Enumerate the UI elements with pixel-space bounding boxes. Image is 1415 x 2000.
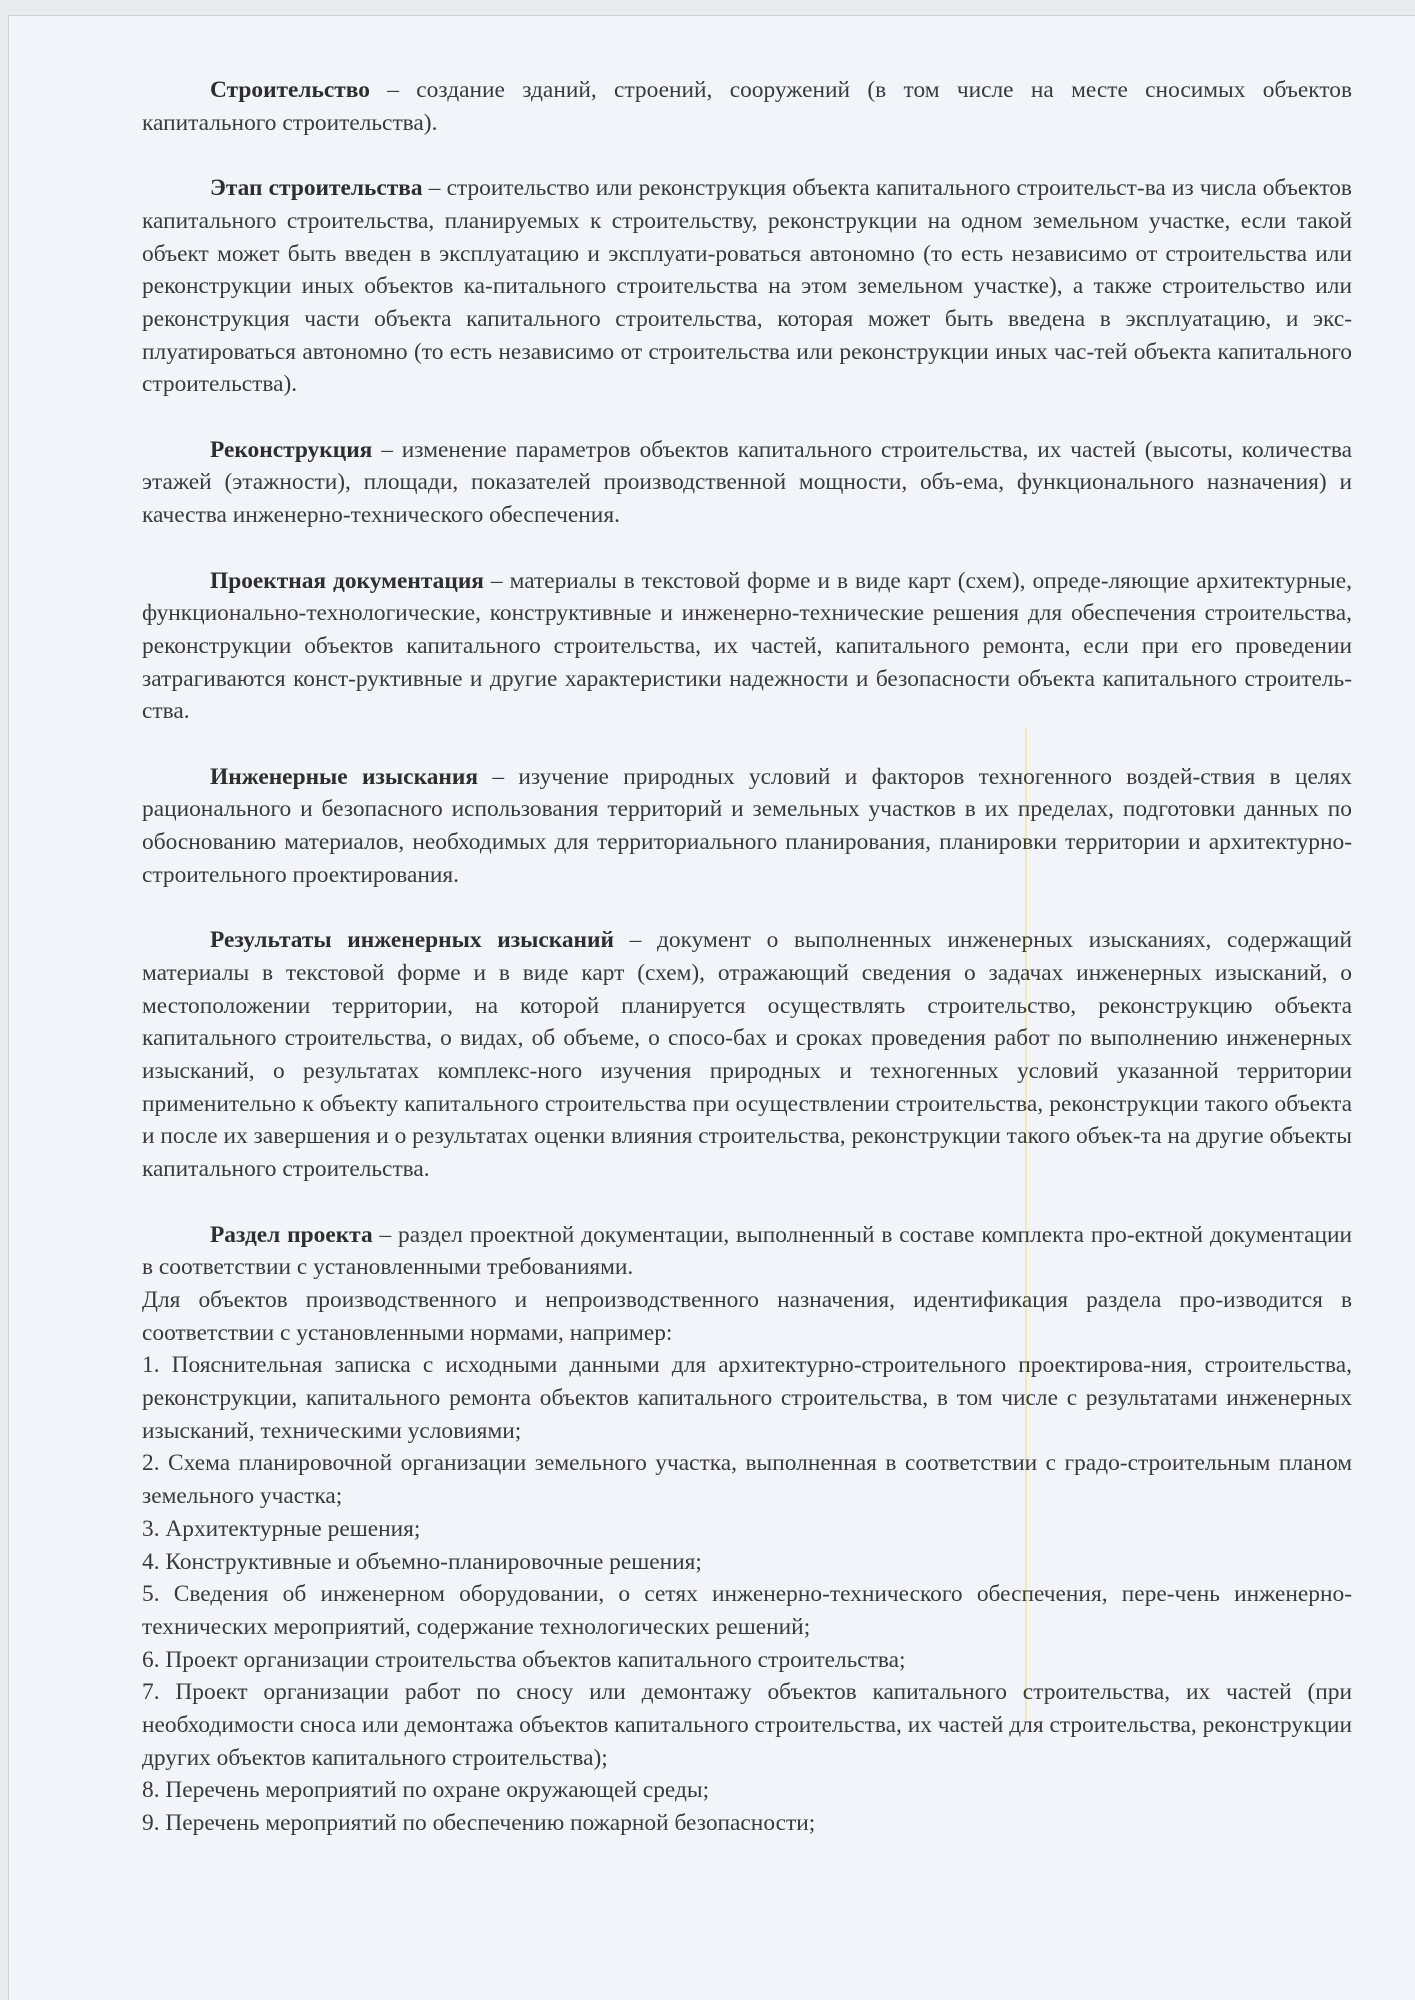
definition-reconstruction (142, 434, 1352, 532)
list-item: 6. Проект организации строительства объектов капитального строительства; (142, 1646, 906, 1673)
document-body (142, 74, 1352, 1840)
list-item: 7. Проект организации работ по сносу или демонтажу объектов капитального строительства, их частей (при необходимости сноса или демонтажа объектов капитального строительства, их частей для строительства, реконструкции других объектов капитального строительства); (142, 1679, 1352, 1771)
list-item: 3. Архитектурные решения; (142, 1515, 421, 1542)
list-item: 2. Схема планировочной организации земельного участка, выполненная в соответствии с градо-строительным планом земельного участка; (142, 1450, 1352, 1510)
definition-text: – изменение параметров объектов капитального строительства, их частей (высоты, количества этажей (этажности), площади, показателей производственной мощности, объ-ема, функционального назначения) и качества инженерно-технического обеспечения. (142, 436, 1352, 529)
list-item: 5. Сведения об инженерном оборудовании, о сетях инженерно-технического обеспечения, пере-чень инженерно-технических мероприятий, содержание технологических решений; (142, 1581, 1352, 1640)
definition-text: – изучение природных условий и факторов техногенного воздей-ствия в целях рационального и безопасного использования территорий и земельных участков в их пределах, подготовки данных по обоснованию материалов, необходимых для территориального планирования, планировки территории и архитектурно-строительного проектирования. (142, 763, 1352, 888)
list-item: 4. Конструктивные и объемно-планировочные решения; (142, 1548, 702, 1575)
term: Результаты инженерных изысканий (210, 927, 614, 954)
term: Реконструкция (210, 436, 373, 463)
definition-text: – раздел проектной документации, выполненный в составе комплекта про-ектной документации в соответствии с установленными требованиями. (142, 1221, 1353, 1281)
definition-construction (142, 74, 1352, 139)
term: Раздел проекта (210, 1221, 373, 1248)
list-item: 9. Перечень мероприятий по обеспечению пожарной безопасности; (142, 1810, 816, 1837)
definition-project-section (142, 1219, 1352, 1284)
sections-list (142, 1349, 1352, 1840)
definition-text: – строительство или реконструкция объекта капитального строительст-ва из числа объектов капитального строительства, планируемых к строительству, реконструкции на одном земельном участке, если такой объект может быть введен в эксплуатацию и эксплуати-роваться автономно (то есть независимо от строительства или реконструкции иных объектов ка-питального строительства на этом земельном участке), а также строительство или реконструкция части объекта капитального строительства, которая может быть введена в эксплуатацию, и экс-плуатироваться автономно (то есть независимо от строительства или реконструкции иных час-тей объекта капитального строительства). (142, 175, 1352, 398)
definition-text: – документ о выполненных инженерных изысканиях, содержащий материалы в текстовой форме и в виде карт (схем), отражающий сведения о задачах инженерных изысканий, о местоположении территории, на которой планируется осуществлять строительство, реконструкцию объекта капитального строительства, о видах, об объеме, о спосо-бах и сроках проведения работ по выполнению инженерных изысканий, о результатах комплекс-ного изучения природных и техногенных условий указанной территории применительно к объекту капитального строительства при осуществлении строительства, реконструкции такого объекта и после их завершения и о результатах оценки влияния строительства, реконструкции такого объек-та на другие объекты капитального строительства. (142, 927, 1353, 1183)
term: Инженерные изыскания (210, 763, 478, 790)
term: Этап строительства (210, 175, 423, 202)
term: Строительство (210, 77, 370, 103)
list-item: 1. Пояснительная записка с исходными данными для архитектурно-строительного проектирова-ния, строительства, реконструкции, капитального ремонта объектов капитального строительства, в том числе с результатами инженерных изысканий, техническими условиями; (142, 1352, 1352, 1444)
definition-text: – создание зданий, строений, сооружений (в том числе на месте сносимых объектов капитального строительства). (142, 77, 1352, 136)
list-item: 8. Перечень мероприятий по охране окружающей среды; (142, 1777, 710, 1804)
sections-intro: Для объектов производственного и непроизводственного назначения, идентификация раздела про-изводится в соответствии с установленными нормами, например: (142, 1286, 1352, 1346)
definition-text: – материалы в текстовой форме и в виде карт (схем), опреде-ляющие архитектурные, функционально-технологические, конструктивные и инженерно-технические решения для обеспечения строительства, реконструкции объектов капитального строительства, их частей, капитального ремонта, если при его проведении затрагиваются конст-руктивные и другие характеристики надежности и безопасности объекта капитального строитель-ства. (142, 567, 1352, 725)
definition-project-documentation (142, 565, 1352, 729)
term: Проектная документация (210, 567, 484, 594)
definition-survey-results (142, 924, 1352, 1186)
definition-engineering-surveys (142, 761, 1352, 892)
definition-construction-stage (142, 172, 1352, 401)
